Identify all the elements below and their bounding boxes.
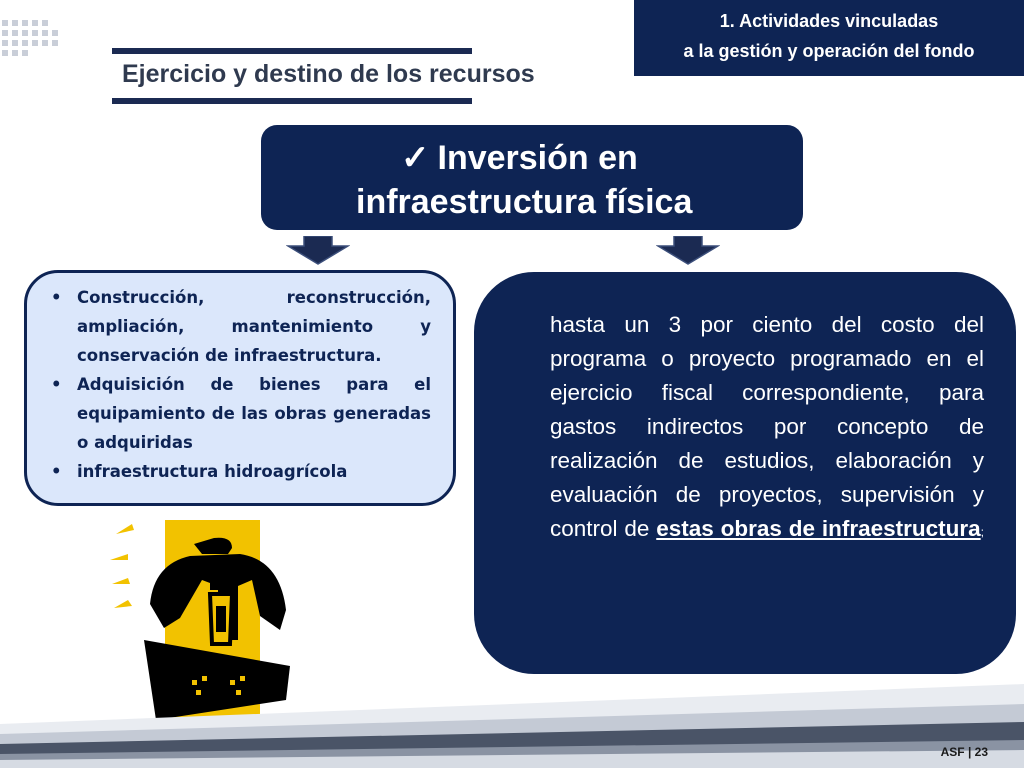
title-line1 <box>401 138 638 178</box>
list-item: • infraestructura hidroagrícola <box>77 457 431 486</box>
section-label-line2: a la gestión y operación del fondo <box>683 41 975 61</box>
title-line1-text: Inversión en <box>437 139 638 177</box>
footer-brand: ASF <box>940 745 965 759</box>
section-label-box <box>634 0 1024 76</box>
indirect-costs-tail: ; <box>980 525 984 539</box>
section-label-line1: 1. Actividades vinculadas <box>719 11 939 31</box>
activities-list <box>49 283 431 486</box>
indirect-costs-box <box>474 272 1016 674</box>
page-number: 23 <box>974 745 988 759</box>
title-line2: infraestructura física <box>356 183 693 221</box>
indirect-costs-underlined: estas obras de infraestructura <box>656 516 981 541</box>
indirect-costs-text <box>550 308 984 549</box>
checkmark-icon: ✓ <box>401 139 430 177</box>
subtitle-top-rule <box>112 48 472 54</box>
bottom-decorative-band <box>0 664 1024 768</box>
subtitle-bottom-rule <box>112 98 472 104</box>
activities-list-box <box>24 270 456 506</box>
indirect-costs-plain: hasta un 3 por ciento del costo del programa o proyecto programado en el ejercicio fiscal correspondiente, para gastos indirectos por concepto de realización de estudios, elaboración y evaluación de proyectos, supervisión y control de <box>550 312 984 541</box>
page-subtitle: Ejercicio y destino de los recursos <box>122 60 535 88</box>
dot-grid-icon <box>0 18 62 62</box>
title-box <box>261 125 803 230</box>
footer-separator: | <box>967 745 972 759</box>
down-arrow-icon <box>656 236 720 266</box>
down-arrow-icon <box>286 236 350 266</box>
list-item: • Adquisición de bienes para el equipamiento de las obras generadas o adquiridas <box>77 370 431 457</box>
footer-page-label <box>941 745 988 759</box>
list-item: • Construcción, reconstrucción, ampliación, mantenimiento y conservación de infraestructura. <box>77 283 431 370</box>
